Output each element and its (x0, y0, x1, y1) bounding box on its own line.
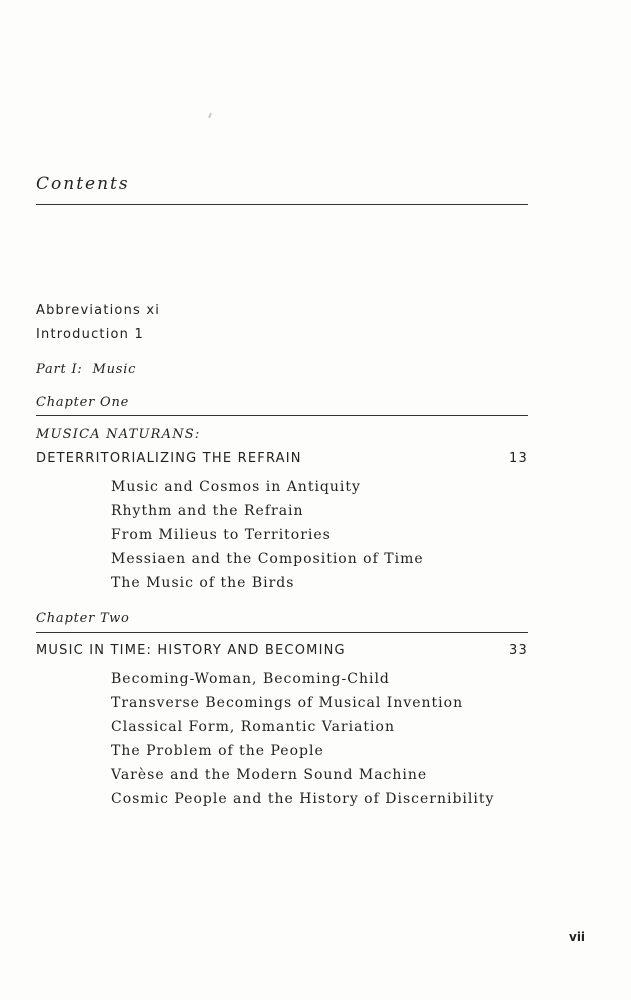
section-item: From Milieus to Territories (111, 527, 331, 543)
chapter-one-heading: Chapter One (36, 395, 130, 410)
chapter-two-page: 33 (509, 643, 528, 658)
chapter-two-rule (36, 632, 528, 633)
part-heading: Part I: Music (36, 362, 137, 377)
section-item: Classical Form, Romantic Variation (111, 719, 395, 735)
toc-entry-introduction: Introduction 1 (36, 327, 144, 342)
chapter-one-page: 13 (509, 451, 528, 466)
section-item: Music and Cosmos in Antiquity (111, 479, 361, 495)
chapter-two-heading: Chapter Two (36, 611, 130, 626)
paper-speck (208, 113, 212, 118)
chapter-one-title: DETERRITORIALIZING THE REFRAIN (36, 451, 302, 466)
section-item: Messiaen and the Composition of Time (111, 551, 424, 567)
section-item: The Music of the Birds (111, 575, 295, 591)
chapter-two-title: MUSIC IN TIME: HISTORY AND BECOMING (36, 643, 346, 658)
section-item: The Problem of the People (111, 743, 324, 759)
page-title: Contents (36, 174, 130, 194)
page-number: vii (569, 930, 586, 944)
section-item: Becoming-Woman, Becoming-Child (111, 671, 390, 687)
chapter-one-subtitle: MUSICA NATURANS: (36, 427, 201, 442)
chapter-one-rule (36, 415, 528, 416)
title-rule (36, 204, 528, 205)
section-item: Varèse and the Modern Sound Machine (111, 767, 428, 783)
section-item: Transverse Becomings of Musical Invention (111, 695, 464, 711)
section-item: Rhythm and the Refrain (111, 503, 304, 519)
toc-entry-abbreviations: Abbreviations xi (36, 303, 161, 318)
section-item: Cosmic People and the History of Discernibility (111, 791, 495, 807)
